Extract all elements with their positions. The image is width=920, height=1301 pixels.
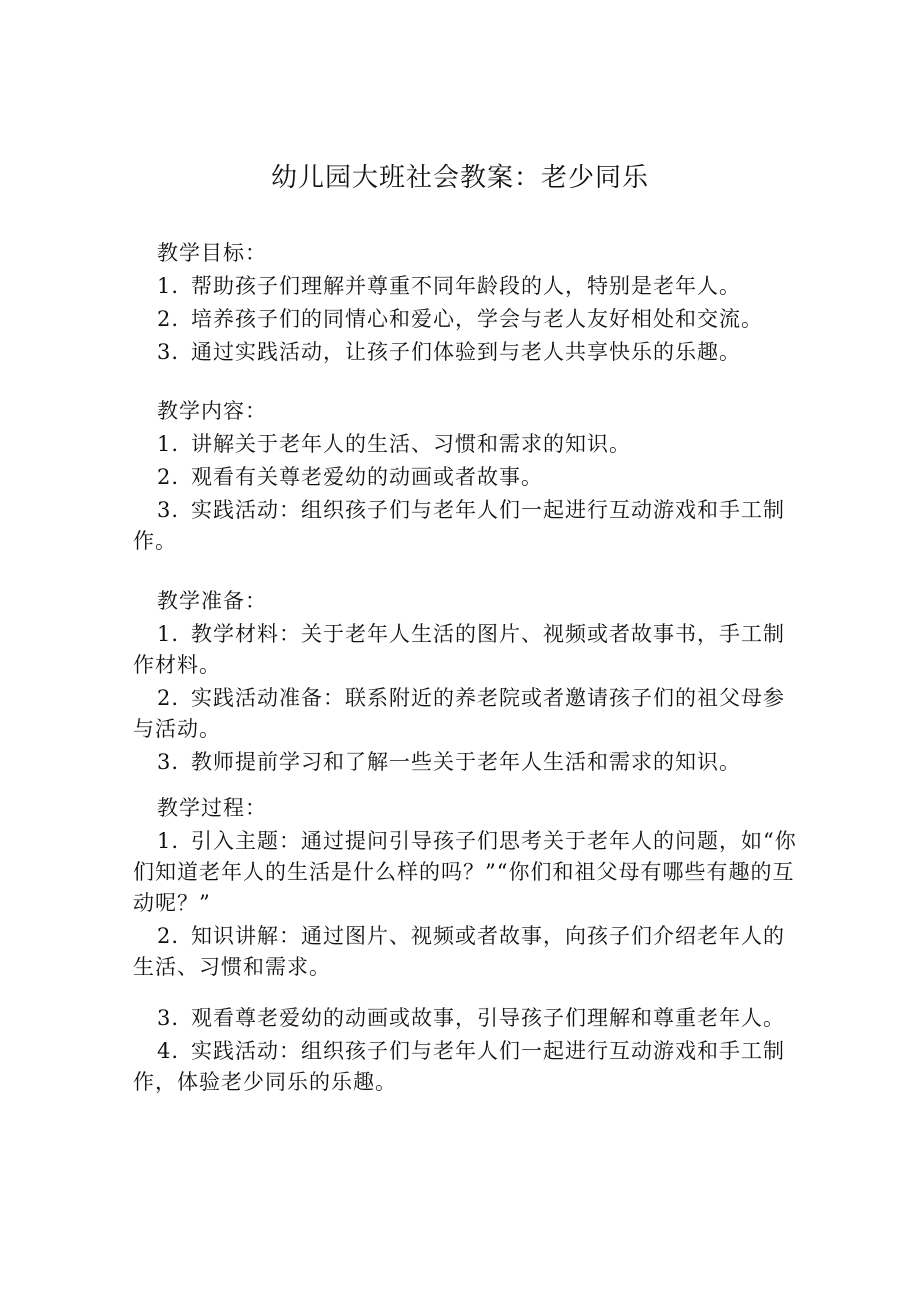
section-heading: 教学过程： — [157, 796, 267, 820]
list-item — [133, 462, 798, 493]
list-item — [133, 337, 798, 368]
item-text: 教师提前学习和了解一些关于老年人生活和需求的知识。 — [191, 750, 741, 774]
section-heading: 教学内容： — [157, 399, 267, 423]
item-number: 4. — [157, 1039, 180, 1063]
paragraph-gap — [133, 985, 798, 1003]
item-text: 实践活动：组织孩子们与老年人们一起进行互动游戏和手工制作，体验老少同乐的乐趣。 — [133, 1039, 785, 1094]
list-item — [133, 304, 798, 335]
item-number: 1. — [157, 829, 180, 853]
item-text: 观看尊老爱幼的动画或故事，引导孩子们理解和尊重老年人。 — [191, 1006, 785, 1030]
item-number: 2. — [157, 307, 180, 331]
list-item — [133, 1003, 798, 1034]
list-item — [133, 271, 798, 302]
item-number: 3. — [157, 1006, 180, 1030]
item-text: 通过实践活动，让孩子们体验到与老人共享快乐的乐趣。 — [191, 340, 741, 364]
list-item — [133, 429, 798, 460]
item-number: 3. — [157, 750, 180, 774]
item-number: 2. — [157, 686, 180, 710]
item-number: 3. — [157, 498, 180, 522]
item-text: 知识讲解：通过图片、视频或者故事，向孩子们介绍老年人的生活、习惯和需求。 — [133, 924, 785, 979]
page-title: 幼儿园大班社会教案：老少同乐 — [270, 163, 649, 193]
item-text: 讲解关于老年人的生活、习惯和需求的知识。 — [191, 432, 631, 456]
item-number: 1. — [157, 622, 180, 646]
item-text: 实践活动：组织孩子们与老年人们一起进行互动游戏和手工制作。 — [133, 498, 785, 553]
item-number: 2. — [157, 924, 180, 948]
item-text: 培养孩子们的同情心和爱心，学会与老人友好相处和交流。 — [191, 307, 763, 331]
section-heading: 教学目标： — [157, 241, 267, 265]
item-text: 引入主题：通过提问引导孩子们思考关于老年人的问题，如“你们知道老年人的生活是什么样的吗？”“你们和祖父母有哪些有趣的互动呢？” — [133, 829, 797, 915]
list-item — [133, 1036, 798, 1098]
item-text: 实践活动准备：联系附近的养老院或者邀请孩子们的祖父母参与活动。 — [133, 686, 785, 741]
item-number: 1. — [157, 432, 180, 456]
item-text: 观看有关尊老爱幼的动画或者故事。 — [191, 465, 543, 489]
list-item — [133, 495, 798, 557]
list-item — [133, 619, 798, 681]
section-preparation — [133, 586, 798, 780]
section-heading: 教学准备： — [157, 589, 267, 613]
list-item — [133, 826, 798, 919]
list-item — [133, 921, 798, 983]
item-number: 1. — [157, 274, 180, 298]
section-content — [133, 396, 798, 559]
item-text: 帮助孩子们理解并尊重不同年龄段的人，特别是老年人。 — [191, 274, 741, 298]
section-process — [133, 793, 798, 1100]
list-item — [133, 747, 798, 778]
item-number: 3. — [157, 340, 180, 364]
item-text: 教学材料：关于老年人生活的图片、视频或者故事书，手工制作材料。 — [133, 622, 785, 677]
item-number: 2. — [157, 465, 180, 489]
list-item — [133, 683, 798, 745]
section-goals — [133, 238, 798, 370]
